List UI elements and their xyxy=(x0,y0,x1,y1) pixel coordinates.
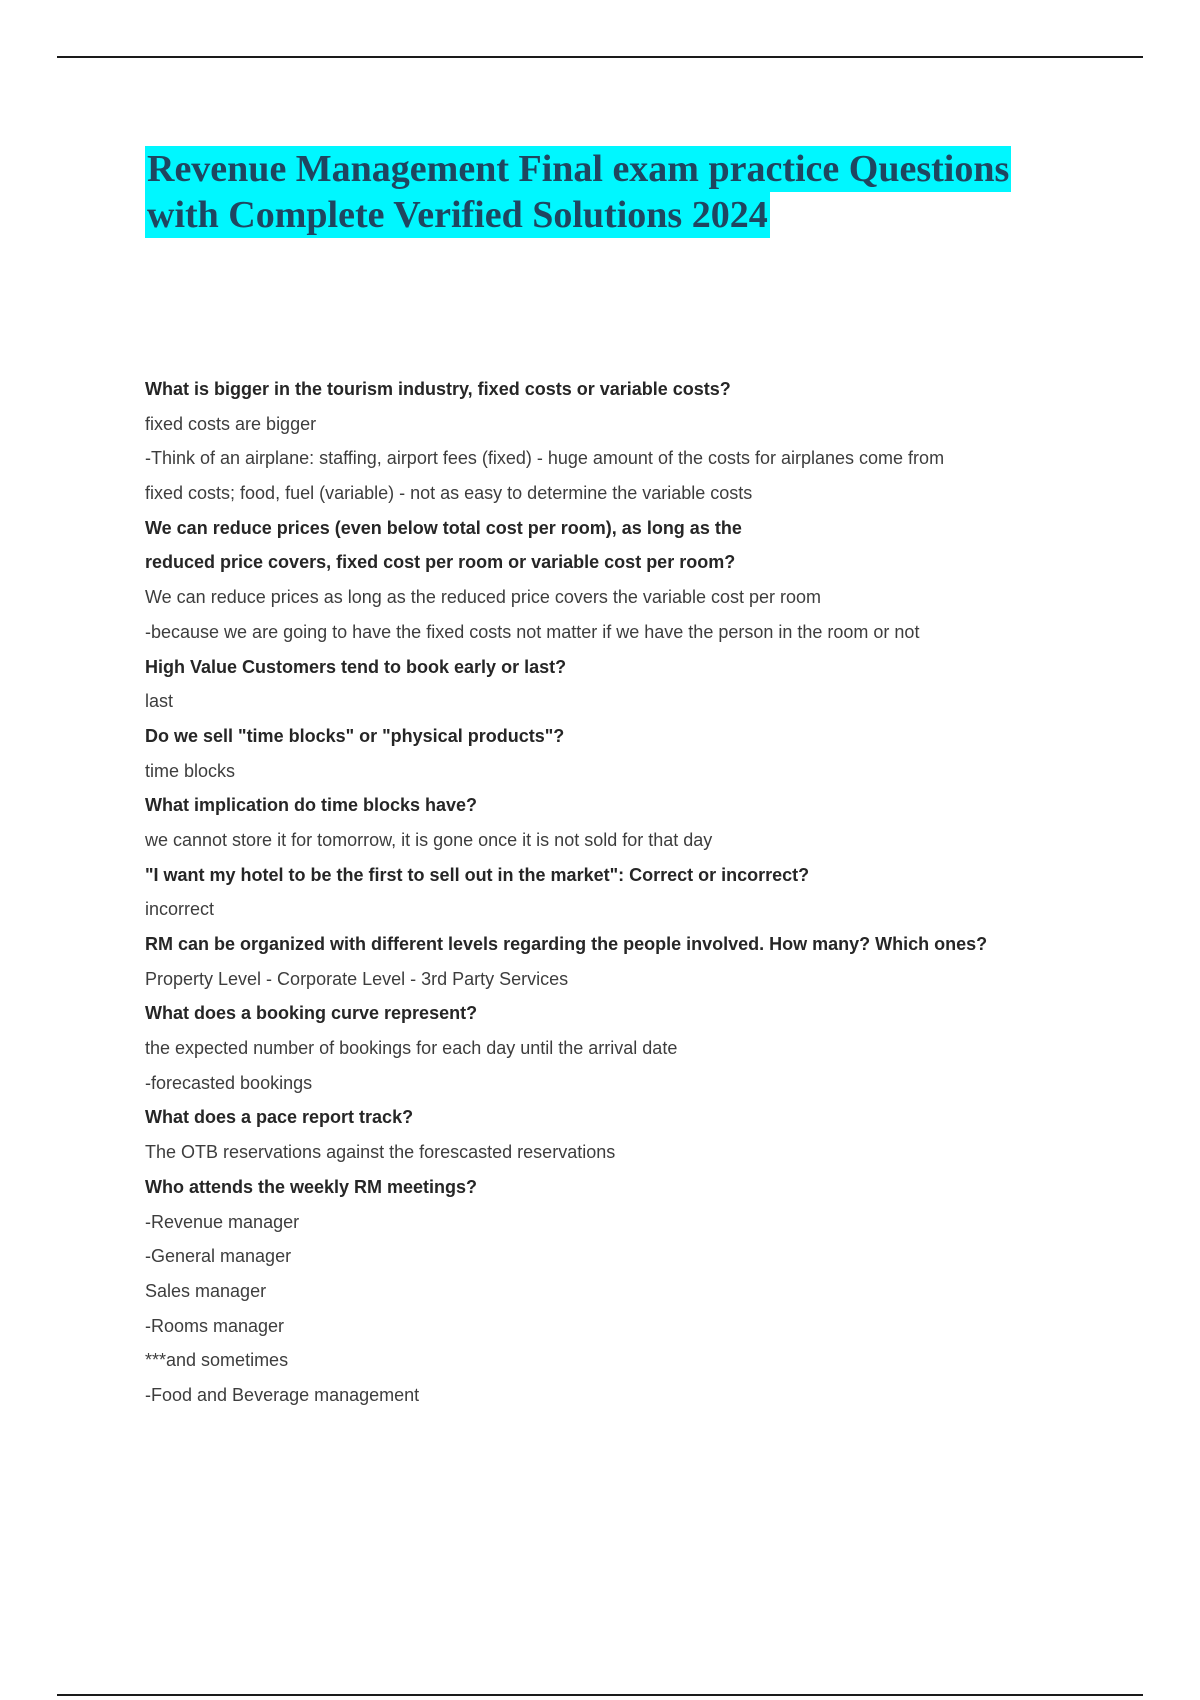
answer: -Revenue manager xyxy=(145,1211,300,1232)
answer: fixed costs; food, fuel (variable) - not as easy to determine the variable costs xyxy=(145,483,753,504)
answer: last xyxy=(145,691,174,712)
question: reduced price covers, fixed cost per room or variable cost per room? xyxy=(145,552,736,573)
question: What implication do time blocks have? xyxy=(145,795,478,816)
question: Who attends the weekly RM meetings? xyxy=(145,1176,478,1197)
question: Do we sell "time blocks" or "physical products"? xyxy=(145,725,565,746)
document-title xyxy=(145,146,1145,238)
answer: -General manager xyxy=(145,1246,292,1267)
answer: incorrect xyxy=(145,899,215,920)
question: High Value Customers tend to book early or last? xyxy=(145,656,567,677)
answer: ***and sometimes xyxy=(145,1350,289,1371)
answer: We can reduce prices as long as the reduced price covers the variable cost per room xyxy=(145,587,822,608)
question: "I want my hotel to be the first to sell out in the market": Correct or incorrect? xyxy=(145,864,810,885)
top-rule xyxy=(57,56,1143,58)
answer: Property Level - Corporate Level - 3rd Party Services xyxy=(145,968,569,989)
question: What does a pace report track? xyxy=(145,1107,414,1128)
title-line-2: with Complete Verified Solutions 2024 xyxy=(147,194,768,236)
answer: the expected number of bookings for each day until the arrival date xyxy=(145,1038,678,1059)
question: What is bigger in the tourism industry, fixed costs or variable costs? xyxy=(145,379,731,399)
qa-list xyxy=(145,372,1145,1413)
answer: -forecasted bookings xyxy=(145,1072,313,1093)
title-line-1: Revenue Management Final exam practice Questions xyxy=(147,148,1010,190)
answer: fixed costs are bigger xyxy=(145,413,317,434)
bottom-rule xyxy=(57,1694,1143,1696)
question: What does a booking curve represent? xyxy=(145,1003,478,1024)
answer: time blocks xyxy=(145,760,236,781)
answer: The OTB reservations against the forescasted reservations xyxy=(145,1142,616,1163)
answer: we cannot store it for tomorrow, it is gone once it is not sold for that day xyxy=(145,829,713,850)
question: We can reduce prices (even below total cost per room), as long as the xyxy=(145,517,742,538)
answer: Sales manager xyxy=(145,1280,267,1301)
answer: -Food and Beverage management xyxy=(145,1384,420,1405)
answer: -because we are going to have the fixed costs not matter if we have the person in the room or not xyxy=(145,621,920,642)
answer: -Rooms manager xyxy=(145,1315,285,1336)
question: RM can be organized with different levels regarding the people involved. How many? Which ones? xyxy=(145,934,988,954)
answer: -Think of an airplane: staffing, airport fees (fixed) - huge amount of the costs for airplanes come from xyxy=(145,448,945,469)
